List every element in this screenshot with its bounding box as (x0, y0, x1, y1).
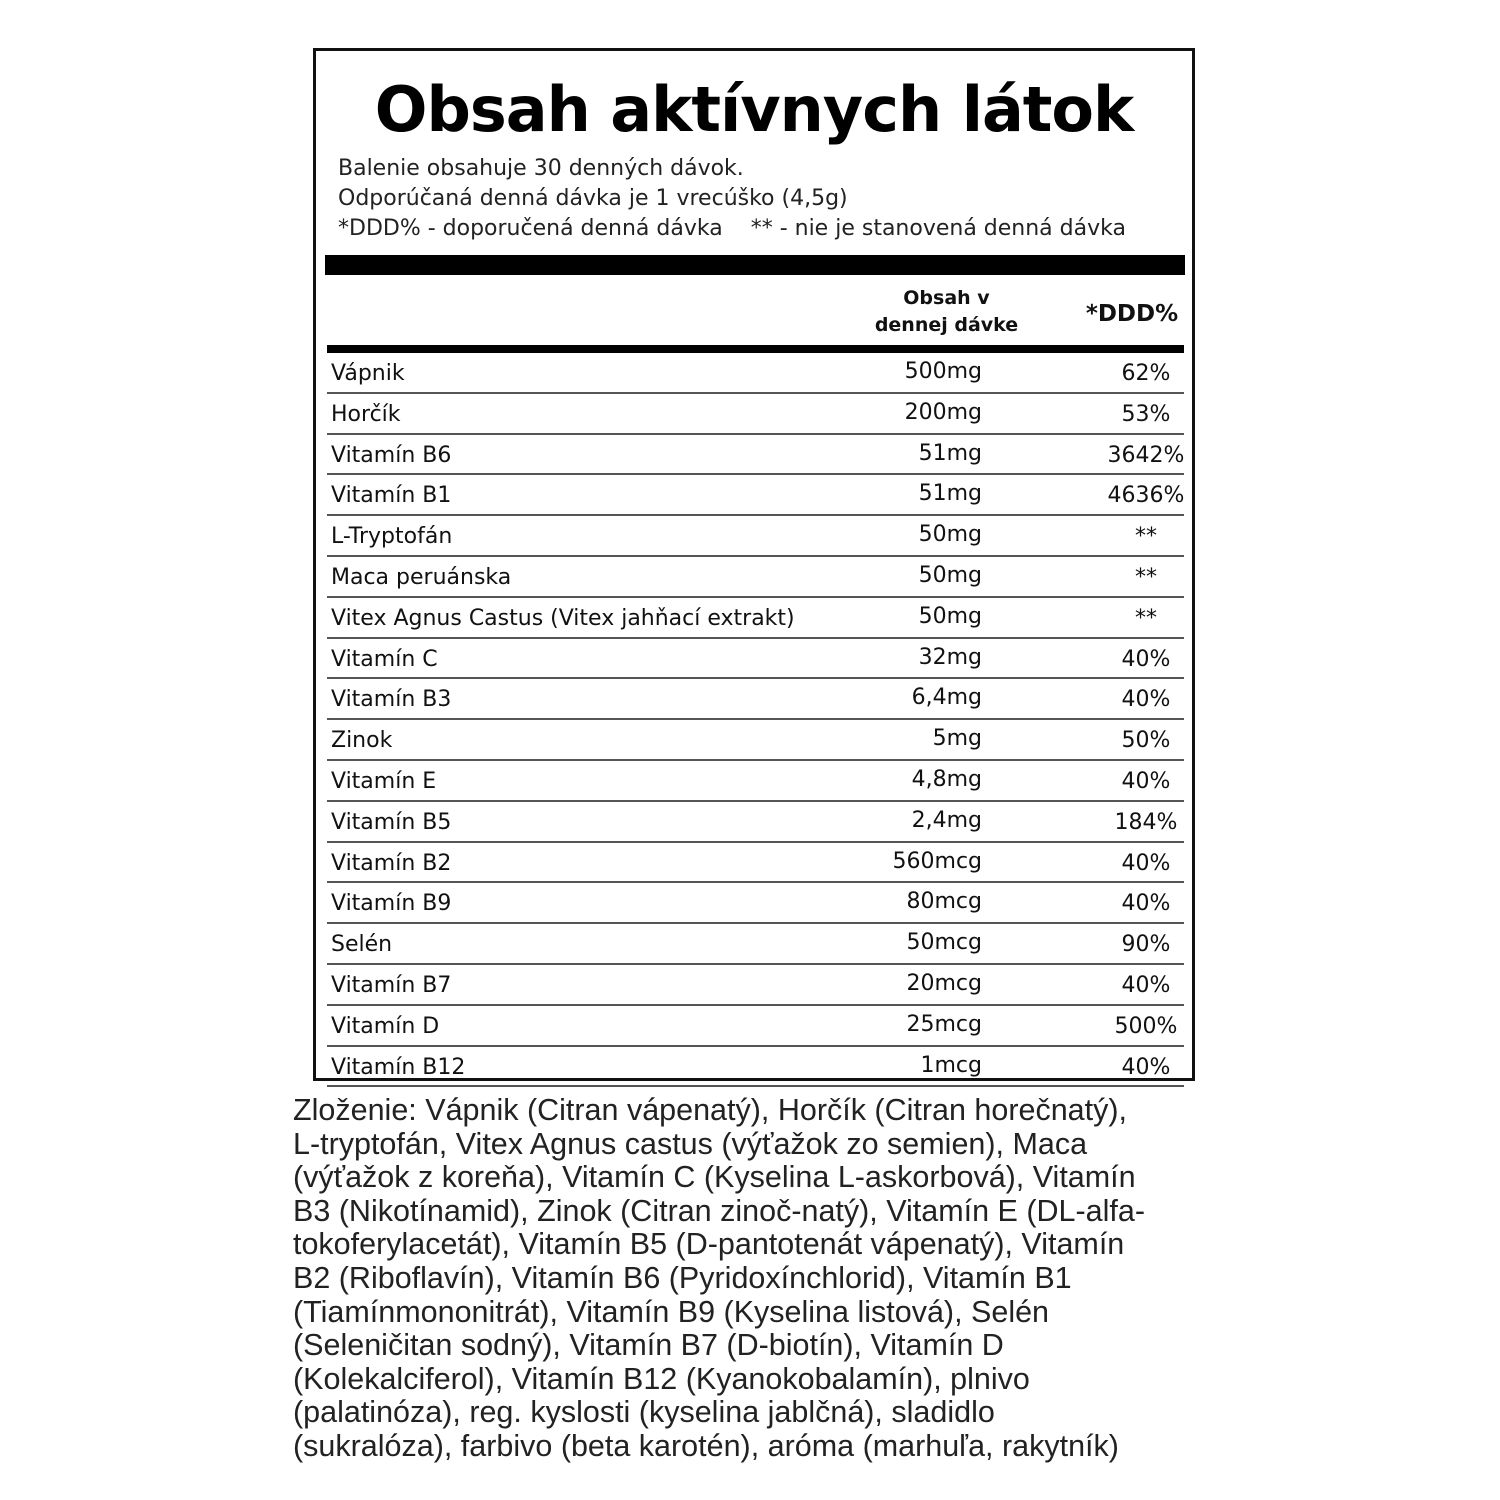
table-row (327, 516, 1184, 557)
nutrient-name: Vitex Agnus Castus (Vitex jahňací extrakt) (331, 605, 795, 631)
table-row (327, 353, 1184, 394)
nutrient-amount: 500mg (904, 359, 982, 384)
nutrient-name: L-Tryptofán (331, 524, 453, 550)
nutrient-amount: 50mg (918, 562, 982, 588)
nutrient-name: Vitamín D (331, 1013, 440, 1039)
nutrient-name: Vápnik (331, 361, 405, 386)
composition-line: B2 (Riboflavín), Vitamín B6 (Pyridoxínchlorid), Vitamín B1 (293, 1260, 1072, 1295)
nutrient-name: Vitamín B12 (331, 1054, 466, 1080)
composition-line: (výťažok z koreňa), Vitamín C (Kyselina L-askorbová), Vitamín (293, 1160, 1136, 1195)
table-row (327, 843, 1184, 884)
info-line-dose: Odporúčaná denná dávka je 1 vrecúško (4,5g) (338, 186, 848, 211)
nutrient-ddd: 3642% (1107, 442, 1185, 468)
nutrient-name: Vitamín C (331, 646, 438, 672)
nutrient-amount: 32mg (918, 644, 982, 670)
nutrient-amount: 560mcg (892, 848, 982, 874)
nutrient-name: Selén (331, 932, 393, 958)
package-info (338, 154, 1126, 244)
table-row (327, 1047, 1184, 1088)
nutrient-amount: 5mg (932, 726, 982, 752)
nutrient-ddd: 62% (1121, 361, 1171, 386)
nutrient-ddd: 40% (1121, 687, 1171, 713)
nutrient-name: Vitamín B3 (331, 687, 452, 713)
table-row (327, 1006, 1184, 1047)
nutrient-amount: 2,4mg (911, 807, 982, 833)
nutrient-name: Maca peruánska (331, 564, 512, 590)
nutrient-name: Vitamín B9 (331, 891, 452, 917)
thick-divider (325, 255, 1185, 275)
table-row (327, 720, 1184, 761)
nutrient-name: Vitamín E (331, 768, 437, 794)
table-row (327, 761, 1184, 802)
nutrient-ddd: 40% (1121, 1054, 1171, 1080)
table-row (327, 435, 1184, 476)
nutrient-ddd: 90% (1121, 932, 1171, 958)
nutrient-amount: 1mcg (920, 1052, 982, 1078)
nutrient-name: Vitamín B6 (331, 442, 452, 468)
nutrient-ddd: 4636% (1107, 483, 1185, 509)
nutrition-panel (313, 48, 1195, 1081)
composition-line: B3 (Nikotínamid), Zinok (Citran zinoč-natý), Vitamín E (DL-alfa- (293, 1193, 1146, 1228)
nutrient-amount: 20mcg (906, 970, 982, 996)
panel-title: Obsah aktívnych látok (374, 73, 1134, 146)
nutrient-amount: 51mg (918, 481, 982, 507)
nutrient-name: Vitamín B1 (331, 483, 452, 509)
nutrient-ddd: 40% (1121, 768, 1171, 794)
header-ddd: *DDD% (1085, 301, 1179, 327)
nutrient-name: Vitamín B7 (331, 972, 452, 998)
nutrient-amount: 51mg (918, 440, 982, 466)
table-row (327, 394, 1184, 435)
nutrient-amount: 50mcg (906, 930, 982, 956)
table-row (327, 965, 1184, 1006)
legend-ddd: *DDD% - doporučená denná dávka (338, 216, 723, 241)
composition-line: Zloženie: Vápnik (Citran vápenatý), Horčík (Citran horečnatý), (293, 1093, 1127, 1127)
nutrient-name: Vitamín B5 (331, 809, 452, 835)
nutrient-ddd: 184% (1114, 809, 1178, 835)
nutrient-table (327, 353, 1184, 1087)
nutrient-ddd: ** (1135, 564, 1157, 590)
table-row (327, 475, 1184, 516)
nutrient-ddd: 40% (1121, 891, 1171, 917)
nutrient-name: Vitamín B2 (331, 850, 452, 876)
table-row (327, 639, 1184, 680)
nutrient-ddd: 53% (1121, 401, 1171, 427)
composition-line: (sukralóza), farbivo (beta karotén), aróma (marhuľa, rakytník) (293, 1428, 1119, 1463)
table-row (327, 679, 1184, 720)
nutrient-amount: 200mg (904, 399, 982, 425)
composition-line: (Kolekalciferol), Vitamín B12 (Kyanokobalamín), plnivo (293, 1361, 1030, 1396)
nutrient-amount: 50mg (918, 603, 982, 629)
composition-text (293, 1094, 1233, 1464)
legend-not-set: ** - nie je stanovená denná dávka (750, 216, 1126, 241)
nutrient-ddd: ** (1135, 605, 1157, 631)
table-row (327, 802, 1184, 843)
table-row (327, 557, 1184, 598)
nutrient-amount: 80mcg (906, 889, 982, 915)
info-line-servings: Balenie obsahuje 30 denných dávok. (338, 156, 744, 181)
nutrient-name: Zinok (331, 728, 393, 754)
composition-line: L-tryptofán, Vitex Agnus castus (výťažok zo semien), Maca (293, 1126, 1088, 1161)
nutrient-amount: 6,4mg (911, 685, 982, 711)
nutrient-ddd: 40% (1121, 646, 1171, 672)
header-amount-line2: dennej dávke (874, 314, 1019, 336)
table-row (327, 924, 1184, 965)
nutrient-ddd: 40% (1121, 850, 1171, 876)
composition-line: (Tiamínmononitrát), Vitamín B9 (Kyselina listová), Selén (293, 1294, 1050, 1329)
nutrient-ddd: ** (1135, 524, 1157, 550)
composition-line: (palatinóza), reg. kyslosti (kyselina jablčná), sladidlo (293, 1395, 995, 1430)
table-row (327, 883, 1184, 924)
nutrient-amount: 4,8mg (911, 766, 982, 792)
info-line-legend (338, 214, 1126, 244)
header-divider (327, 345, 1184, 353)
nutrient-amount: 25mcg (906, 1011, 982, 1037)
nutrient-name: Horčík (331, 401, 401, 427)
header-amount-line1: Obsah v (903, 287, 990, 309)
nutrient-ddd: 40% (1121, 972, 1171, 998)
table-row (327, 598, 1184, 639)
nutrient-amount: 50mg (918, 522, 982, 548)
composition-line: (Seleničitan sodný), Vitamín B7 (D-biotín), Vitamín D (293, 1328, 1004, 1363)
composition-line: tokoferylacetát), Vitamín B5 (D-pantotenát vápenatý), Vitamín (293, 1227, 1125, 1262)
nutrient-ddd: 50% (1121, 728, 1171, 754)
nutrient-ddd: 500% (1114, 1013, 1178, 1039)
header-amount (864, 285, 1029, 339)
